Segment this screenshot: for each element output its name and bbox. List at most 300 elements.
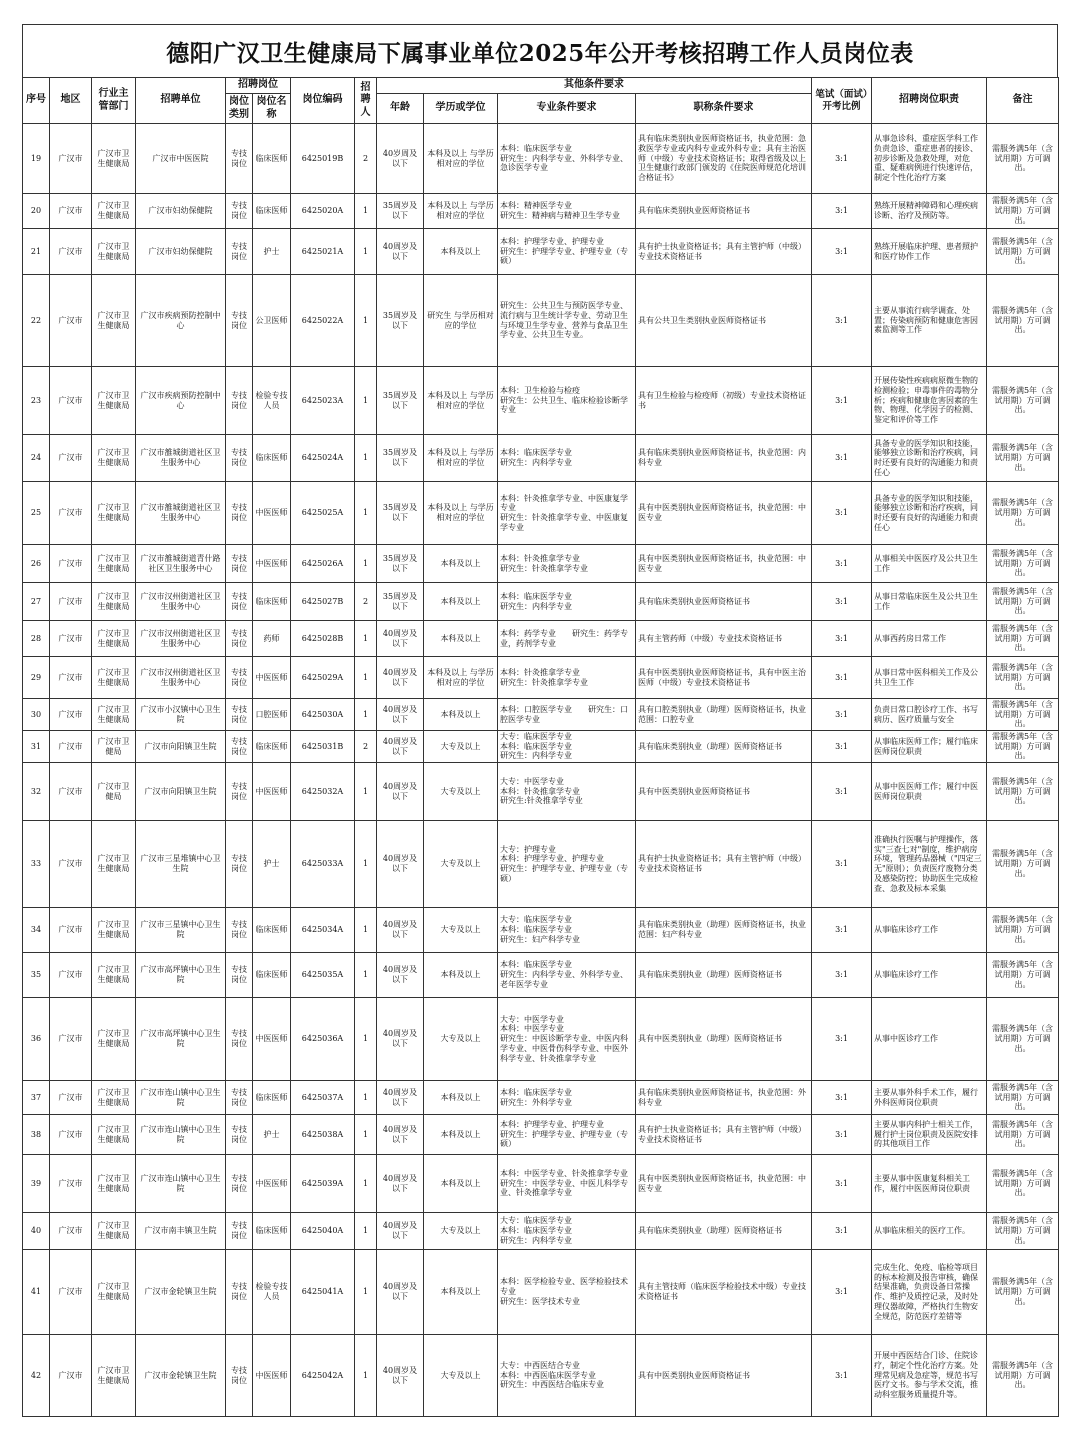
cell-post-type: 专技岗位 bbox=[226, 821, 253, 908]
cell-post-type: 专技岗位 bbox=[226, 583, 253, 621]
cell-seq: 28 bbox=[23, 621, 50, 657]
cell-major: 大专：临床医学专业 本科：临床医学专业 研究生：妇产科学专业 bbox=[498, 908, 636, 953]
cell-seq: 24 bbox=[23, 435, 50, 482]
document-page bbox=[22, 24, 1058, 1417]
cell-edu: 本科及以上 bbox=[424, 953, 498, 998]
header-post-group: 招聘岗位 bbox=[226, 78, 291, 94]
cell-ratio: 3:1 bbox=[812, 275, 872, 367]
cell-seq: 37 bbox=[23, 1081, 50, 1115]
cell-code: 6425027B bbox=[291, 583, 355, 621]
header-code: 岗位编码 bbox=[291, 78, 355, 124]
cell-unit: 广汉市汉州街道社区卫生服务中心 bbox=[136, 657, 226, 699]
cell-seq: 19 bbox=[23, 124, 50, 194]
cell-region: 广汉市 bbox=[50, 1335, 92, 1417]
cell-title-req: 具有临床类别执业医师资格证书，执业范围：外科专业 bbox=[636, 1081, 812, 1115]
cell-note: 需服务满5年（含试用期）方可调出。 bbox=[987, 194, 1059, 229]
cell-major: 大专：护理专业 本科：护理学专业、护理专业 研究生：护理学专业、护理专业（专硕） bbox=[498, 821, 636, 908]
cell-region: 广汉市 bbox=[50, 229, 92, 275]
header-note: 备注 bbox=[987, 78, 1059, 124]
cell-edu: 大专及以上 bbox=[424, 1213, 498, 1250]
cell-post-type: 专技岗位 bbox=[226, 1335, 253, 1417]
table-row bbox=[23, 194, 1059, 229]
cell-edu: 研究生 与学历相对应的学位 bbox=[424, 275, 498, 367]
cell-count: 1 bbox=[355, 1155, 377, 1213]
cell-dept: 广汉市卫生健康局 bbox=[92, 1335, 136, 1417]
cell-duty: 熟练开展临床护理、患者照护和医疗协作工作 bbox=[872, 229, 987, 275]
cell-title-req: 具有中医类别执业医师资格证书，具有中医主治医师（中级）专业技术资格证书 bbox=[636, 657, 812, 699]
cell-unit: 广汉市汉州街道社区卫生服务中心 bbox=[136, 621, 226, 657]
cell-post-name: 中医医师 bbox=[253, 998, 291, 1081]
cell-post-name: 检验专技人员 bbox=[253, 1250, 291, 1335]
cell-title-req: 具有中医类别执业医师资格证书，执业范围：中医专业 bbox=[636, 482, 812, 545]
cell-age: 40周岁及以下 bbox=[377, 1115, 424, 1155]
cell-post-name: 中医医师 bbox=[253, 545, 291, 583]
cell-dept: 广汉市卫生健康局 bbox=[92, 908, 136, 953]
cell-post-name: 中医医师 bbox=[253, 482, 291, 545]
cell-note: 需服务满5年（含试用期）方可调出。 bbox=[987, 1081, 1059, 1115]
cell-major: 大专：中西医结合专业 本科：中西医临床医学专业 研究生：中西医结合临床专业 bbox=[498, 1335, 636, 1417]
cell-note: 需服务满5年（含试用期）方可调出。 bbox=[987, 1155, 1059, 1213]
cell-dept: 广汉市卫健局 bbox=[92, 731, 136, 763]
cell-age: 40周岁及以下 bbox=[377, 657, 424, 699]
cell-title-req: 具有中医类别执业医师资格证书，执业范围：中医专业 bbox=[636, 545, 812, 583]
table-row bbox=[23, 435, 1059, 482]
cell-note: 需服务满5年（含试用期）方可调出。 bbox=[987, 1250, 1059, 1335]
cell-post-name: 临床医师 bbox=[253, 908, 291, 953]
cell-region: 广汉市 bbox=[50, 621, 92, 657]
cell-post-name: 中医医师 bbox=[253, 657, 291, 699]
header-title-req: 职称条件要求 bbox=[636, 94, 812, 124]
cell-post-type: 专技岗位 bbox=[226, 1155, 253, 1213]
cell-unit: 广汉市高坪镇中心卫生院 bbox=[136, 953, 226, 998]
cell-age: 35周岁及以下 bbox=[377, 194, 424, 229]
cell-count: 2 bbox=[355, 583, 377, 621]
cell-post-name: 临床医师 bbox=[253, 194, 291, 229]
cell-code: 6425036A bbox=[291, 998, 355, 1081]
cell-ratio: 3:1 bbox=[812, 1115, 872, 1155]
cell-seq: 22 bbox=[23, 275, 50, 367]
cell-ratio: 3:1 bbox=[812, 124, 872, 194]
header-unit: 招聘单位 bbox=[136, 78, 226, 124]
cell-code: 6425034A bbox=[291, 908, 355, 953]
cell-post-type: 专技岗位 bbox=[226, 229, 253, 275]
cell-note: 需服务满5年（含试用期）方可调出。 bbox=[987, 367, 1059, 435]
header-duty: 招聘岗位职责 bbox=[872, 78, 987, 124]
cell-age: 40周岁及以下 bbox=[377, 1250, 424, 1335]
cell-note: 需服务满5年（含试用期）方可调出。 bbox=[987, 435, 1059, 482]
cell-major: 本科：口腔医学专业 研究生：口腔医学专业 bbox=[498, 699, 636, 731]
cell-region: 广汉市 bbox=[50, 124, 92, 194]
cell-count: 1 bbox=[355, 1250, 377, 1335]
cell-count: 1 bbox=[355, 621, 377, 657]
cell-region: 广汉市 bbox=[50, 367, 92, 435]
table-row bbox=[23, 821, 1059, 908]
cell-age: 40周岁及以下 bbox=[377, 229, 424, 275]
table-row bbox=[23, 229, 1059, 275]
cell-duty: 从事日常临床医生及公共卫生工作 bbox=[872, 583, 987, 621]
cell-post-type: 专技岗位 bbox=[226, 1213, 253, 1250]
cell-unit: 广汉市妇幼保健院 bbox=[136, 229, 226, 275]
recruitment-table bbox=[22, 77, 1059, 1417]
cell-duty: 具备专业的医学知识和技能，能够独立诊断和治疗疾病，同时还要有良好的沟通能力和责任心 bbox=[872, 435, 987, 482]
cell-count: 2 bbox=[355, 124, 377, 194]
cell-age: 40周岁及以下 bbox=[377, 1081, 424, 1115]
cell-edu: 本科及以上 与学历相对应的学位 bbox=[424, 482, 498, 545]
cell-seq: 40 bbox=[23, 1213, 50, 1250]
cell-duty: 从事临床医师工作；履行临床医师岗位职责 bbox=[872, 731, 987, 763]
cell-ratio: 3:1 bbox=[812, 763, 872, 821]
cell-post-type: 专技岗位 bbox=[226, 953, 253, 998]
cell-ratio: 3:1 bbox=[812, 482, 872, 545]
cell-title-req: 具有护士执业资格证书；具有主管护师（中级）专业技术资格证书 bbox=[636, 821, 812, 908]
cell-major: 本科：针灸推拿学专业 研究生：针灸推拿学专业 bbox=[498, 545, 636, 583]
cell-count: 2 bbox=[355, 731, 377, 763]
cell-dept: 广汉市卫健局 bbox=[92, 763, 136, 821]
cell-duty: 从事急诊科、重症医学科工作负责急诊、重症患者的接诊、初步诊断及急救处理，对危重、疑难病例进行快速评估，制定个性化治疗方案 bbox=[872, 124, 987, 194]
table-row bbox=[23, 763, 1059, 821]
header-age: 年龄 bbox=[377, 94, 424, 124]
cell-code: 6425040A bbox=[291, 1213, 355, 1250]
cell-age: 40周岁及以下 bbox=[377, 699, 424, 731]
cell-count: 1 bbox=[355, 1115, 377, 1155]
table-row bbox=[23, 1115, 1059, 1155]
cell-major: 本科：药学专业 研究生：药学专业，药剂学专业 bbox=[498, 621, 636, 657]
cell-duty: 开展传染性疾病病原微生物的检测检验；申毒事件的毒物分析；疾病和健康危害因素的生物、物理、化学因子的检测、鉴定和评价等工作 bbox=[872, 367, 987, 435]
cell-title-req: 具有中医类别执业医师资格证书 bbox=[636, 763, 812, 821]
cell-major: 大专：中医学专业 本科：中医学专业 研究生：中医诊断学专业、中医内科学专业、中医骨伤科学专业、中医外科学专业、针灸推拿学专业 bbox=[498, 998, 636, 1081]
cell-major: 本科：临床医学专业 研究生：外科学专业 bbox=[498, 1081, 636, 1115]
cell-unit: 广汉市金轮镇卫生院 bbox=[136, 1335, 226, 1417]
cell-title-req: 具有中医类别执业医师资格证书，执业范围：中医专业 bbox=[636, 1155, 812, 1213]
cell-code: 6425031B bbox=[291, 731, 355, 763]
cell-edu: 本科及以上 bbox=[424, 621, 498, 657]
table-row bbox=[23, 998, 1059, 1081]
cell-ratio: 3:1 bbox=[812, 998, 872, 1081]
cell-ratio: 3:1 bbox=[812, 194, 872, 229]
cell-major: 本科：针灸推拿学专业 研究生：针灸推拿学专业 bbox=[498, 657, 636, 699]
cell-unit: 广汉市高坪镇中心卫生院 bbox=[136, 998, 226, 1081]
cell-dept: 广汉市卫生健康局 bbox=[92, 953, 136, 998]
cell-region: 广汉市 bbox=[50, 908, 92, 953]
header-count: 招聘人 bbox=[355, 78, 377, 124]
table-row bbox=[23, 583, 1059, 621]
cell-title-req: 具有临床类别执业（助理）医师资格证书 bbox=[636, 1213, 812, 1250]
cell-region: 广汉市 bbox=[50, 583, 92, 621]
cell-dept: 广汉市卫生健康局 bbox=[92, 1155, 136, 1213]
header-ratio: 笔试（面试）开考比例 bbox=[812, 78, 872, 124]
cell-edu: 本科及以上 bbox=[424, 1081, 498, 1115]
cell-region: 广汉市 bbox=[50, 821, 92, 908]
cell-title-req: 具有公共卫生类别执业医师资格证书 bbox=[636, 275, 812, 367]
cell-code: 6425021A bbox=[291, 229, 355, 275]
cell-title-req: 具有临床类别执业医师资格证书 bbox=[636, 583, 812, 621]
cell-post-type: 专技岗位 bbox=[226, 1115, 253, 1155]
cell-ratio: 3:1 bbox=[812, 953, 872, 998]
cell-dept: 广汉市卫生健康局 bbox=[92, 699, 136, 731]
cell-major: 本科：卫生检验与检疫 研究生：公共卫生、临床检验诊断学专业 bbox=[498, 367, 636, 435]
cell-edu: 本科及以上 bbox=[424, 229, 498, 275]
cell-unit: 广汉市向阳镇卫生院 bbox=[136, 763, 226, 821]
table-row bbox=[23, 275, 1059, 367]
cell-title-req: 具有口腔类别执业（助理）医师资格证书，执业范围：口腔专业 bbox=[636, 699, 812, 731]
cell-note: 需服务满5年（含试用期）方可调出。 bbox=[987, 821, 1059, 908]
cell-ratio: 3:1 bbox=[812, 908, 872, 953]
cell-post-name: 护士 bbox=[253, 229, 291, 275]
cell-dept: 广汉市卫生健康局 bbox=[92, 275, 136, 367]
cell-duty: 熟练开展精神障碍和心理疾病诊断、治疗及预防等。 bbox=[872, 194, 987, 229]
cell-duty: 开展中西医结合门诊、住院诊疗，制定个性化治疗方案。处理常见病及急症等，规范书写医疗文书。参与学术交流，推动科室服务质量提升等。 bbox=[872, 1335, 987, 1417]
cell-region: 广汉市 bbox=[50, 435, 92, 482]
table-row bbox=[23, 953, 1059, 998]
cell-seq: 25 bbox=[23, 482, 50, 545]
cell-count: 1 bbox=[355, 908, 377, 953]
cell-note: 需服务满5年（含试用期）方可调出。 bbox=[987, 1115, 1059, 1155]
cell-unit: 广汉市连山镇中心卫生院 bbox=[136, 1155, 226, 1213]
cell-region: 广汉市 bbox=[50, 1081, 92, 1115]
cell-age: 40周岁及以下 bbox=[377, 731, 424, 763]
cell-ratio: 3:1 bbox=[812, 229, 872, 275]
cell-dept: 广汉市卫生健康局 bbox=[92, 1213, 136, 1250]
cell-dept: 广汉市卫生健康局 bbox=[92, 482, 136, 545]
cell-age: 35周岁及以下 bbox=[377, 435, 424, 482]
cell-edu: 本科及以上 与学历相对应的学位 bbox=[424, 124, 498, 194]
cell-unit: 广汉市向阳镇卫生院 bbox=[136, 731, 226, 763]
cell-duty: 从事中医医师工作；履行中医医师岗位职责 bbox=[872, 763, 987, 821]
header-seq: 序号 bbox=[23, 78, 50, 124]
cell-ratio: 3:1 bbox=[812, 545, 872, 583]
cell-title-req: 具有主管药师（中级）专业技术资格证书 bbox=[636, 621, 812, 657]
cell-note: 需服务满5年（含试用期）方可调出。 bbox=[987, 229, 1059, 275]
cell-seq: 34 bbox=[23, 908, 50, 953]
cell-note: 需服务满5年（含试用期）方可调出。 bbox=[987, 545, 1059, 583]
cell-note: 需服务满5年（含试用期）方可调出。 bbox=[987, 275, 1059, 367]
cell-unit: 广汉市妇幼保健院 bbox=[136, 194, 226, 229]
cell-unit: 广汉市汉州街道社区卫生服务中心 bbox=[136, 583, 226, 621]
cell-post-name: 检验专技人员 bbox=[253, 367, 291, 435]
cell-code: 6425035A bbox=[291, 953, 355, 998]
cell-ratio: 3:1 bbox=[812, 367, 872, 435]
cell-major: 大专：临床医学专业 本科：临床医学专业 研究生：内科学专业 bbox=[498, 731, 636, 763]
cell-ratio: 3:1 bbox=[812, 435, 872, 482]
cell-duty: 主要从事内科护士相关工作，履行护士岗位职责及医院安排的其他项目工作 bbox=[872, 1115, 987, 1155]
cell-edu: 本科及以上 与学历相对应的学位 bbox=[424, 367, 498, 435]
cell-age: 40周岁及以下 bbox=[377, 821, 424, 908]
cell-dept: 广汉市卫生健康局 bbox=[92, 583, 136, 621]
cell-age: 40周岁及以下 bbox=[377, 908, 424, 953]
cell-ratio: 3:1 bbox=[812, 731, 872, 763]
cell-unit: 广汉市金轮镇卫生院 bbox=[136, 1250, 226, 1335]
cell-post-type: 专技岗位 bbox=[226, 124, 253, 194]
cell-note: 需服务满5年（含试用期）方可调出。 bbox=[987, 482, 1059, 545]
cell-ratio: 3:1 bbox=[812, 1155, 872, 1213]
cell-unit: 广汉市南丰镇卫生院 bbox=[136, 1213, 226, 1250]
cell-duty: 从事临床诊疗工作 bbox=[872, 908, 987, 953]
cell-code: 6425028B bbox=[291, 621, 355, 657]
cell-post-type: 专技岗位 bbox=[226, 482, 253, 545]
cell-dept: 广汉市卫生健康局 bbox=[92, 998, 136, 1081]
cell-title-req: 具有临床类别执业（助理）医师资格证书 bbox=[636, 731, 812, 763]
cell-title-req: 具有临床类别执业医师资格证书，执业范围：急救医学专业或内科专业或外科专业；具有主治医师（中级）专业技术资格证书；取得省级及以上卫生健康行政部门颁发的《住院医师规范化培训合格证书》 bbox=[636, 124, 812, 194]
cell-age: 35周岁及以下 bbox=[377, 275, 424, 367]
cell-post-name: 中医医师 bbox=[253, 1155, 291, 1213]
cell-seq: 26 bbox=[23, 545, 50, 583]
cell-seq: 29 bbox=[23, 657, 50, 699]
table-row bbox=[23, 482, 1059, 545]
cell-title-req: 具有临床类别执业（助理）医师资格证书，执业范围：妇产科专业 bbox=[636, 908, 812, 953]
cell-dept: 广汉市卫生健康局 bbox=[92, 621, 136, 657]
table-header bbox=[23, 78, 1059, 124]
cell-count: 1 bbox=[355, 657, 377, 699]
cell-region: 广汉市 bbox=[50, 194, 92, 229]
cell-edu: 本科及以上 bbox=[424, 1115, 498, 1155]
cell-unit: 广汉市疾病预防控制中心 bbox=[136, 275, 226, 367]
cell-edu: 大专及以上 bbox=[424, 763, 498, 821]
cell-note: 需服务满5年（含试用期）方可调出。 bbox=[987, 124, 1059, 194]
cell-seq: 33 bbox=[23, 821, 50, 908]
cell-title-req: 具有护士执业资格证书；具有主管护师（中级）专业技术资格证书 bbox=[636, 229, 812, 275]
cell-region: 广汉市 bbox=[50, 545, 92, 583]
cell-post-name: 中医医师 bbox=[253, 1335, 291, 1417]
cell-note: 需服务满5年（含试用期）方可调出。 bbox=[987, 699, 1059, 731]
cell-duty: 准确执行医嘱与护理操作，落实"三查七对"制度，维护病房环境，管理药品器械（"四定三无"原则）；负责医疗废物分类及感染防控；协助医生完成检查、急救及标本采集 bbox=[872, 821, 987, 908]
cell-age: 40周岁及以下 bbox=[377, 763, 424, 821]
cell-count: 1 bbox=[355, 763, 377, 821]
table-row bbox=[23, 367, 1059, 435]
cell-edu: 本科及以上 与学历相对应的学位 bbox=[424, 435, 498, 482]
cell-code: 6425022A bbox=[291, 275, 355, 367]
cell-dept: 广汉市卫生健康局 bbox=[92, 435, 136, 482]
cell-duty: 从事临床相关的医疗工作。 bbox=[872, 1213, 987, 1250]
cell-code: 6425033A bbox=[291, 821, 355, 908]
cell-major: 本科：临床医学专业 研究生：内科学专业、外科学专业、急诊医学专业 bbox=[498, 124, 636, 194]
cell-code: 6425029A bbox=[291, 657, 355, 699]
cell-count: 1 bbox=[355, 275, 377, 367]
cell-ratio: 3:1 bbox=[812, 699, 872, 731]
cell-region: 广汉市 bbox=[50, 998, 92, 1081]
cell-title-req: 具有临床类别执业医师资格证书，执业范围：内科专业 bbox=[636, 435, 812, 482]
cell-age: 35周岁及以下 bbox=[377, 367, 424, 435]
cell-edu: 本科及以上 bbox=[424, 583, 498, 621]
cell-region: 广汉市 bbox=[50, 731, 92, 763]
page-title: 德阳广汉卫生健康局下属事业单位2025年公开考核招聘工作人员岗位表 bbox=[22, 24, 1058, 77]
cell-code: 6425039A bbox=[291, 1155, 355, 1213]
cell-note: 需服务满5年（含试用期）方可调出。 bbox=[987, 657, 1059, 699]
cell-edu: 本科及以上 bbox=[424, 1155, 498, 1213]
cell-title-req: 具有中医类别执业（助理）医师资格证书 bbox=[636, 998, 812, 1081]
cell-post-name: 药师 bbox=[253, 621, 291, 657]
cell-seq: 30 bbox=[23, 699, 50, 731]
cell-age: 35周岁及以下 bbox=[377, 482, 424, 545]
cell-region: 广汉市 bbox=[50, 482, 92, 545]
cell-region: 广汉市 bbox=[50, 1155, 92, 1213]
cell-ratio: 3:1 bbox=[812, 1081, 872, 1115]
cell-edu: 大专及以上 bbox=[424, 731, 498, 763]
table-row bbox=[23, 545, 1059, 583]
cell-code: 6425023A bbox=[291, 367, 355, 435]
cell-count: 1 bbox=[355, 194, 377, 229]
cell-count: 1 bbox=[355, 699, 377, 731]
cell-post-type: 专技岗位 bbox=[226, 731, 253, 763]
table-row bbox=[23, 699, 1059, 731]
header-post-name: 岗位名称 bbox=[253, 94, 291, 124]
cell-post-type: 专技岗位 bbox=[226, 998, 253, 1081]
cell-title-req: 具有临床类别执业医师资格证书 bbox=[636, 194, 812, 229]
cell-region: 广汉市 bbox=[50, 953, 92, 998]
cell-age: 40周岁及以下 bbox=[377, 621, 424, 657]
cell-post-type: 专技岗位 bbox=[226, 699, 253, 731]
header-region: 地区 bbox=[50, 78, 92, 124]
cell-seq: 38 bbox=[23, 1115, 50, 1155]
cell-dept: 广汉市卫生健康局 bbox=[92, 821, 136, 908]
cell-seq: 41 bbox=[23, 1250, 50, 1335]
cell-note: 需服务满5年（含试用期）方可调出。 bbox=[987, 1213, 1059, 1250]
cell-edu: 本科及以上 bbox=[424, 699, 498, 731]
cell-duty: 完成生化、免疫、临检等项目的标本检测及报告审核，确保结果准确，负责设备日常操作、维护及质控记录，及时处理仪器故障，严格执行生物安全规范，防范医疗差错等 bbox=[872, 1250, 987, 1335]
cell-post-name: 临床医师 bbox=[253, 953, 291, 998]
cell-post-type: 专技岗位 bbox=[226, 1250, 253, 1335]
cell-code: 6425032A bbox=[291, 763, 355, 821]
cell-ratio: 3:1 bbox=[812, 1335, 872, 1417]
cell-ratio: 3:1 bbox=[812, 621, 872, 657]
cell-post-type: 专技岗位 bbox=[226, 763, 253, 821]
table-body bbox=[23, 124, 1059, 1417]
cell-note: 需服务满5年（含试用期）方可调出。 bbox=[987, 953, 1059, 998]
cell-duty: 主要从事中医康复科相关工作，履行中医医师岗位职责 bbox=[872, 1155, 987, 1213]
cell-post-type: 专技岗位 bbox=[226, 1081, 253, 1115]
cell-code: 6425025A bbox=[291, 482, 355, 545]
cell-region: 广汉市 bbox=[50, 657, 92, 699]
cell-duty: 从事临床诊疗工作 bbox=[872, 953, 987, 998]
cell-post-type: 专技岗位 bbox=[226, 908, 253, 953]
cell-post-name: 临床医师 bbox=[253, 1213, 291, 1250]
cell-code: 6425042A bbox=[291, 1335, 355, 1417]
cell-unit: 广汉市雒城街道青什路社区卫生服务中心 bbox=[136, 545, 226, 583]
cell-count: 1 bbox=[355, 435, 377, 482]
cell-seq: 39 bbox=[23, 1155, 50, 1213]
cell-major: 本科：医学检验专业、医学检验技术专业 研究生：医学技术专业 bbox=[498, 1250, 636, 1335]
cell-dept: 广汉市卫生健康局 bbox=[92, 657, 136, 699]
cell-unit: 广汉市雒城街道社区卫生服务中心 bbox=[136, 482, 226, 545]
cell-code: 6425024A bbox=[291, 435, 355, 482]
cell-edu: 本科及以上 bbox=[424, 545, 498, 583]
cell-duty: 从事日常中医科相关工作及公共卫生工作 bbox=[872, 657, 987, 699]
cell-unit: 广汉市连山镇中心卫生院 bbox=[136, 1115, 226, 1155]
cell-duty: 从事西药房日常工作 bbox=[872, 621, 987, 657]
cell-dept: 广汉市卫生健康局 bbox=[92, 367, 136, 435]
header-post-type: 岗位类别 bbox=[226, 94, 253, 124]
cell-dept: 广汉市卫生健康局 bbox=[92, 1081, 136, 1115]
cell-post-name: 护士 bbox=[253, 1115, 291, 1155]
header-major: 专业条件要求 bbox=[498, 94, 636, 124]
table-row bbox=[23, 1155, 1059, 1213]
cell-region: 广汉市 bbox=[50, 1213, 92, 1250]
cell-count: 1 bbox=[355, 1335, 377, 1417]
cell-count: 1 bbox=[355, 545, 377, 583]
cell-unit: 广汉市三星镇中心卫生院 bbox=[136, 908, 226, 953]
cell-seq: 21 bbox=[23, 229, 50, 275]
cell-post-type: 专技岗位 bbox=[226, 367, 253, 435]
cell-note: 需服务满5年（含试用期）方可调出。 bbox=[987, 583, 1059, 621]
cell-unit: 广汉市雒城街道社区卫生服务中心 bbox=[136, 435, 226, 482]
cell-title-req: 具有主管技师（临床医学检验技术中级）专业技术资格证书 bbox=[636, 1250, 812, 1335]
table-row bbox=[23, 124, 1059, 194]
cell-edu: 大专及以上 bbox=[424, 1335, 498, 1417]
table-row bbox=[23, 621, 1059, 657]
cell-post-name: 临床医师 bbox=[253, 1081, 291, 1115]
cell-duty: 从事相关中医医疗及公共卫生工作 bbox=[872, 545, 987, 583]
cell-title-req: 具有护士执业资格证书；具有主管护师（中级）专业技术资格证书 bbox=[636, 1115, 812, 1155]
cell-dept: 广汉市卫生健康局 bbox=[92, 545, 136, 583]
